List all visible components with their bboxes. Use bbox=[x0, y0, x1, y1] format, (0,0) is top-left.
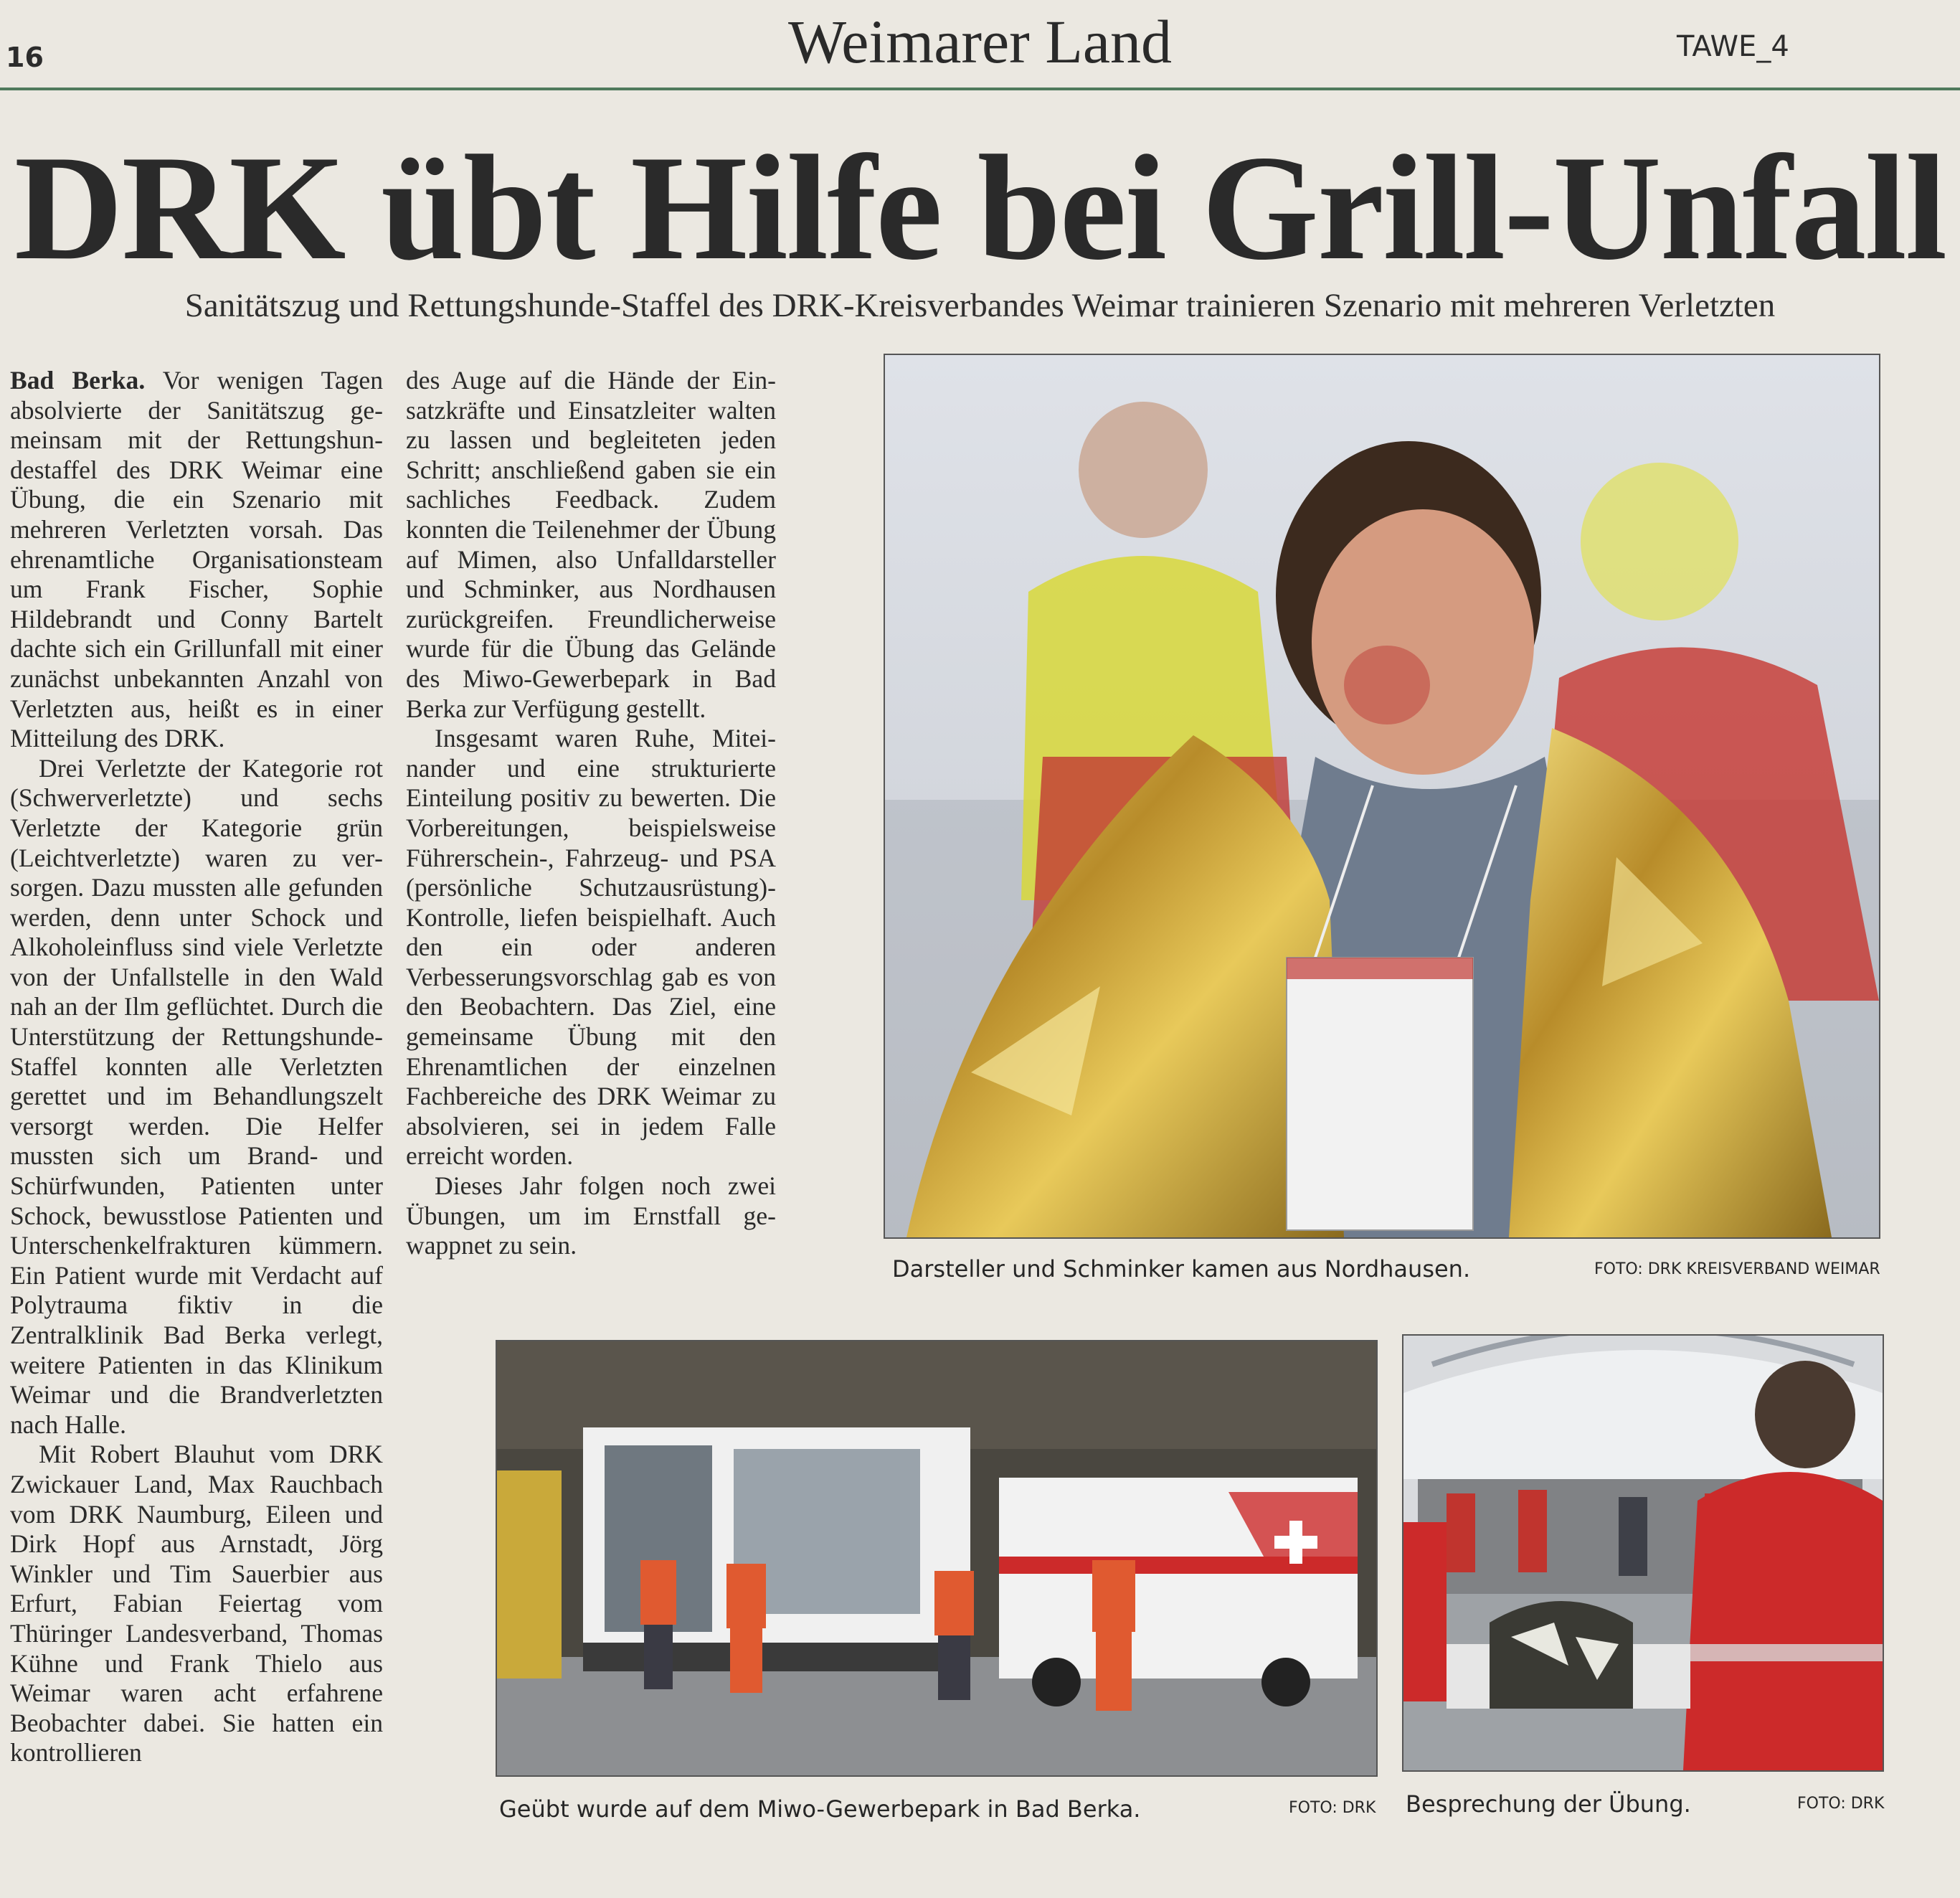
paragraph-text: Vor wenigen Tagen absolvierte der Sanitätszug gemeinsam mit der Rettungshundestaffel des DRK Weimar eine Übung, die ein Szenario mit mehreren Verletzten vorsah. Das ehrenamtliche Organisationsteam um Frank Fischer, Sophie Hildebrandt und Conny Bartelt dachte sich ein Grillunfall mit einer zunächst unbekannten Anzahl von Verletzten aus, heißt es in einer Mitteilung des DRK. bbox=[10, 366, 383, 753]
photo-debriefing-tent bbox=[1402, 1334, 1884, 1772]
page-number: 16 bbox=[6, 42, 44, 73]
photo-credit-1: FOTO: DRK KREISVERBAND WEIMAR bbox=[1594, 1260, 1880, 1278]
photo-caption-3: Besprechung der Übung. bbox=[1406, 1790, 1691, 1818]
section-title: Weimarer Land bbox=[787, 7, 1173, 76]
photo-actor-rescue-blanket bbox=[884, 354, 1880, 1239]
article-paragraph: Drei Verletzte der Kategorie rot (Schwerverletzte) und sechs Verletzte der Kategorie grün (Leichtverletzte) waren zu versorgen. Dazu mussten alle gefunden werden, denn unter Schock und Alkoholeinfluss sind viele Verletzte von der Unfallstelle in den Wald nah an der Ilm geflüchtet. Durch die Unterstützung der Rettungshunde-Staffel konnten alle Verletzten gerettet und im Behandlungszelt versorgt werden. Die Helfer mussten sich um Brand- und Schürfwunden, Patienten unter Schock, bewusstlose Patienten und Unterschenkelfrakturen kümmern. Ein Patient wurde mit Verdacht auf Polytrauma fiktiv in die Zentralklinik Bad Berka verlegt, weitere Patienten in das Klinikum Weimar und die Brandverletzten nach Halle. bbox=[10, 753, 383, 1439]
subheadline: Sanitätszug und Rettungshunde-Staffel des DRK-Kreisverbandes Weimar trainieren Szenario mit mehreren Verletzten bbox=[184, 287, 1776, 324]
edition-code: TAWE_4 bbox=[1677, 30, 1789, 63]
photo-credit-3: FOTO: DRK bbox=[1797, 1795, 1885, 1813]
headline: DRK übt Hilfe bei Grill-Unfall bbox=[14, 125, 1946, 291]
photo-credit-2: FOTO: DRK bbox=[1289, 1799, 1376, 1817]
article-paragraph bbox=[10, 366, 383, 754]
article-column-1 bbox=[10, 366, 383, 1768]
dateline: Bad Berka. bbox=[10, 366, 146, 395]
article-paragraph: Mit Robert Blauhut vom DRK Zwickauer Land, Max Rauchbach vom DRK Naumburg, Eileen und Dirk Hopf aus Arnstadt, Jörg Winkler und Tim Sauerbier aus Erfurt, Fabian Feiertag vom Thüringer Landesverband, Thomas Kühne und Frank Thielo aus Weimar waren acht erfahrene Beobachter dabei. Sie hatten ein kontrollieren bbox=[10, 1440, 383, 1767]
photo-caption-2: Geübt wurde auf dem Miwo-Gewerbepark in Bad Berka. bbox=[499, 1795, 1141, 1823]
article-paragraph: Insgesamt waren Ruhe, Miteinander und eine strukturierte Einteilung positiv zu bewerten. Die Vorbereitungen, beispielsweise Führerschein-, Fahrzeug- und PSA (persönliche Schutzausrüstung)-Kontrolle, liefen beispielhaft. Auch den ein oder anderen Verbesserungsvorschlag gab es von den Beobachtern. Das Ziel, eine gemeinsame Übung mit den Ehrenamtlichen der einzelnen Fachbereiche des DRK Weimar zu absolvieren, sei in jedem Falle erreicht worden. bbox=[406, 724, 776, 1171]
header-rule bbox=[0, 88, 1960, 90]
photo-caption-1: Darsteller und Schminker kamen aus Nordhausen. bbox=[892, 1255, 1471, 1283]
article-paragraph: des Auge auf die Hände der Einsatzkräfte und Einsatzleiter walten zu lassen und begleiteten jeden Schritt; anschließend gaben sie ein sachliches Feedback. Zudem konnten die Teilenehmer der Übung auf Mimen, also Unfalldarsteller und Schminker, aus Nordhausen zurückgreifen. Freundlicherweise wurde für die Übung das Gelände des Miwo-Gewerbepark in Bad Berka zur Verfügung gestellt. bbox=[406, 366, 776, 723]
article-column-2 bbox=[406, 366, 776, 1261]
photo-vehicles-exercise-site bbox=[496, 1340, 1378, 1777]
article-paragraph: Dieses Jahr folgen noch zwei Übungen, um im Ernstfall gewappnet zu sein. bbox=[406, 1171, 776, 1260]
